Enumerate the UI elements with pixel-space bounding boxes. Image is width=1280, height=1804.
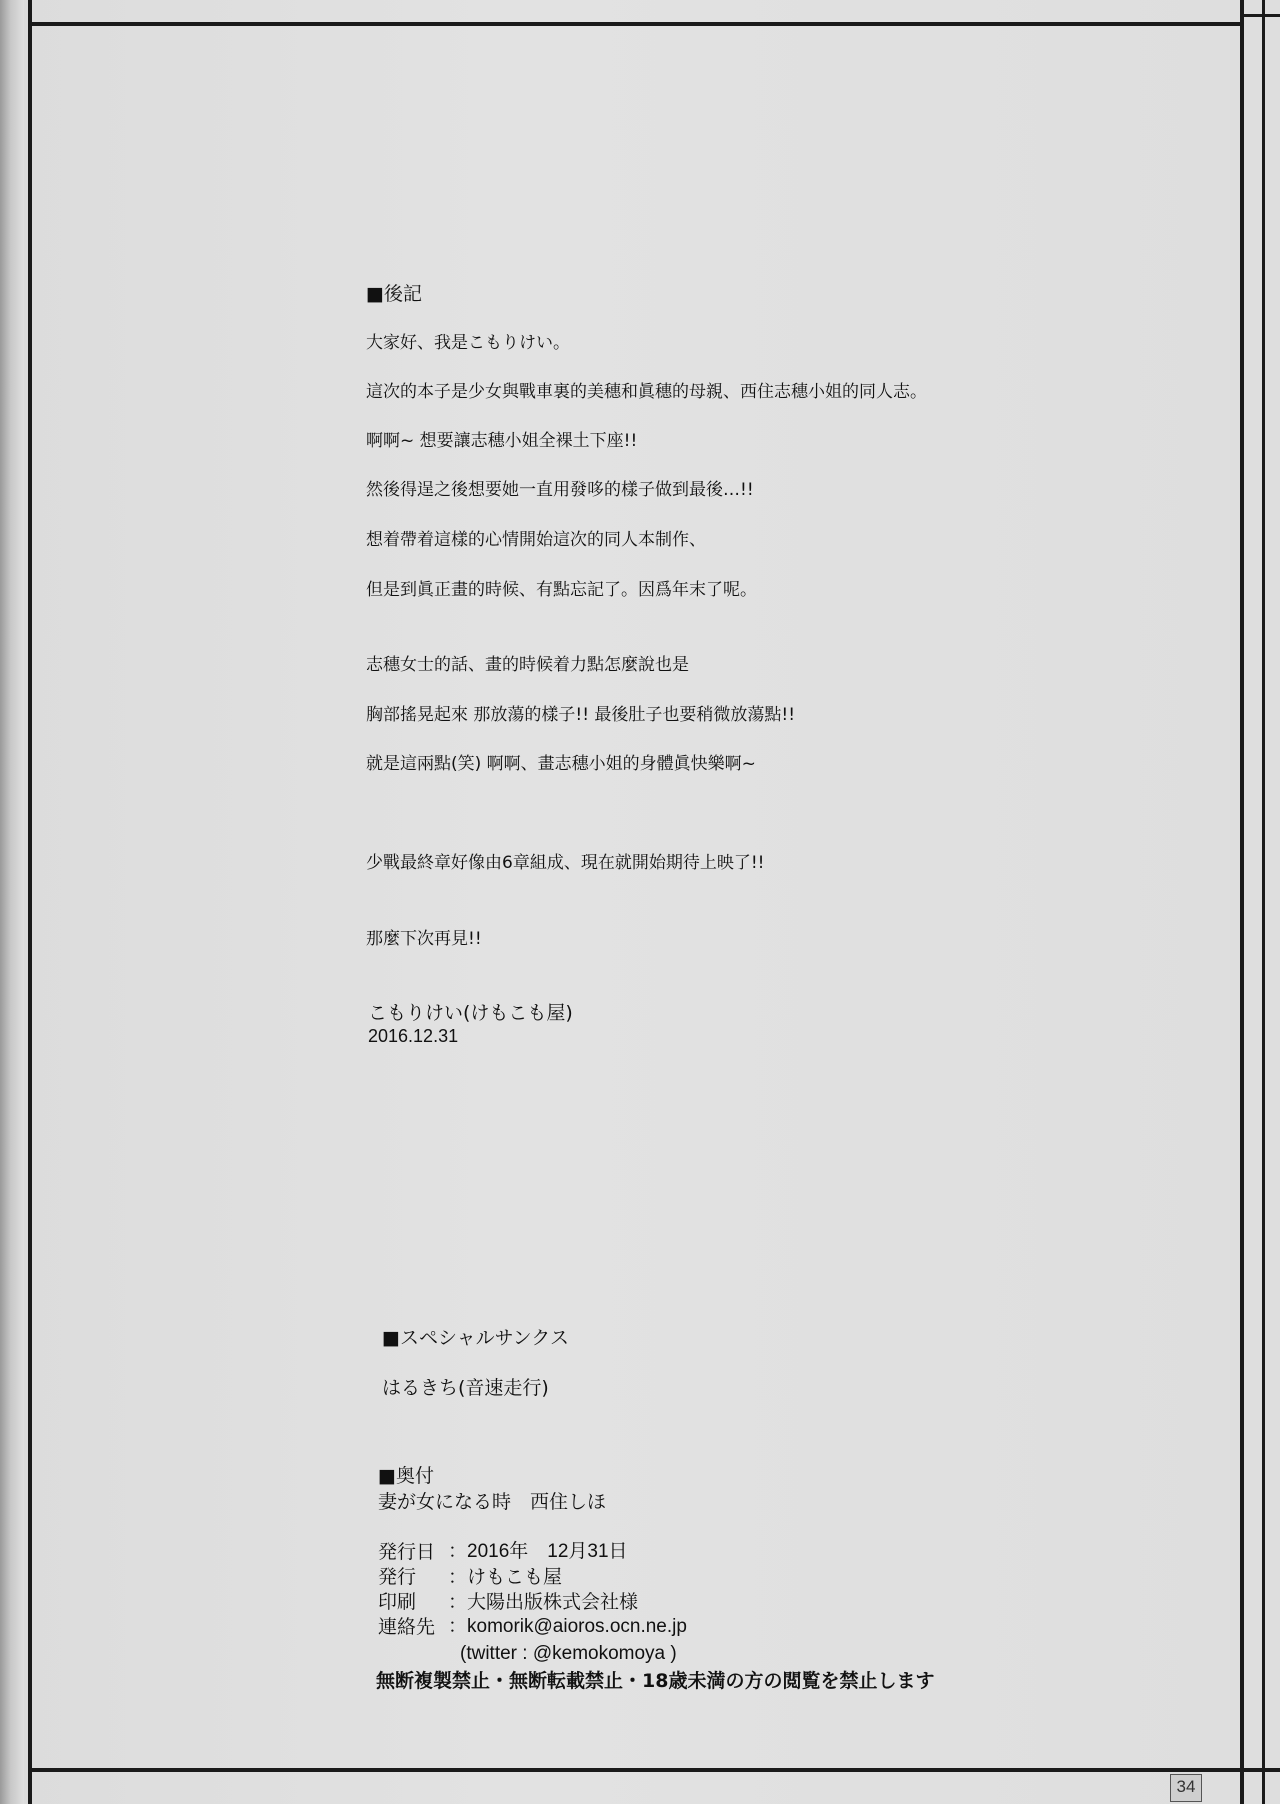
colophon-twitter: (twitter : @kemokomoya ) — [460, 1643, 677, 1664]
thanks-name: はるきち(音速走行) — [382, 1377, 549, 1399]
afterword-paragraph: 志穗女士的話、畫的時候着力點怎麼說也是 — [366, 655, 689, 675]
afterword-paragraph: 然後得逞之後想要她一直用發哆的樣子做到最後…!! — [366, 480, 754, 500]
page-number: 34 — [1170, 1774, 1202, 1802]
afterword-signature: こもりけい(けもこも屋) — [368, 1002, 573, 1024]
frame-border-right-outer — [1262, 0, 1265, 1804]
colophon-notice: 無断複製禁止・無断転載禁止・18歳未満の方の閲覧を禁止します — [376, 1670, 935, 1692]
frame-border-left — [28, 0, 32, 1804]
colophon-row-value: ：komorik@aioros.ocn.ne.jp — [448, 1616, 687, 1637]
colophon-row-label: 発行 — [378, 1566, 436, 1588]
afterword-paragraph: 啊啊~ 想要讓志穗小姐全裸土下座!! — [366, 431, 638, 451]
afterword-paragraph: 少戰最終章好像由6章組成、現在就開始期待上映了!! — [366, 853, 765, 873]
afterword-heading: ■後記 — [366, 283, 422, 305]
colophon-row-value: ：けもこも屋 — [448, 1566, 563, 1588]
frame-border-right — [1240, 0, 1244, 1804]
frame-border-bottom — [28, 1768, 1280, 1772]
afterword-paragraph: 那麼下次再見!! — [366, 929, 482, 949]
colophon-row-value: ：2016年 12月31日 — [448, 1541, 628, 1562]
frame-border-top-corner — [1240, 14, 1280, 17]
afterword-date: 2016.12.31 — [368, 1026, 459, 1046]
colophon-row-value: ：大陽出版株式会社様 — [448, 1591, 639, 1613]
afterword-paragraph: 大家好、我是こもりけい。 — [366, 333, 570, 353]
frame-border-top — [28, 22, 1244, 26]
afterword-paragraph: 這次的本子是少女與戰車裏的美穗和眞穗的母親、西住志穗小姐的同人志。 — [366, 382, 927, 402]
colophon-title: 妻が女になる時 西住しほ — [378, 1491, 607, 1513]
colophon-row-label: 連絡先 — [378, 1616, 436, 1638]
afterword-paragraph: 但是到眞正畫的時候、有點忘記了。因爲年末了呢。 — [366, 580, 757, 600]
colophon-row-label: 発行日 — [378, 1541, 436, 1563]
thanks-heading: ■スペシャルサンクス — [382, 1327, 570, 1349]
afterword-paragraph: 想着帶着這樣的心情開始這次的同人本制作、 — [366, 530, 706, 550]
afterword-paragraph: 就是這兩點(笑) 啊啊、畫志穗小姐的身體眞快樂啊~ — [366, 754, 756, 774]
colophon-heading: ■奥付 — [378, 1465, 434, 1487]
binding-edge — [0, 0, 24, 1804]
afterword-paragraph: 胸部搖晃起來 那放蕩的樣子!! 最後肚子也要稍微放蕩點!! — [366, 705, 796, 725]
colophon-row-label: 印刷 — [378, 1591, 436, 1613]
